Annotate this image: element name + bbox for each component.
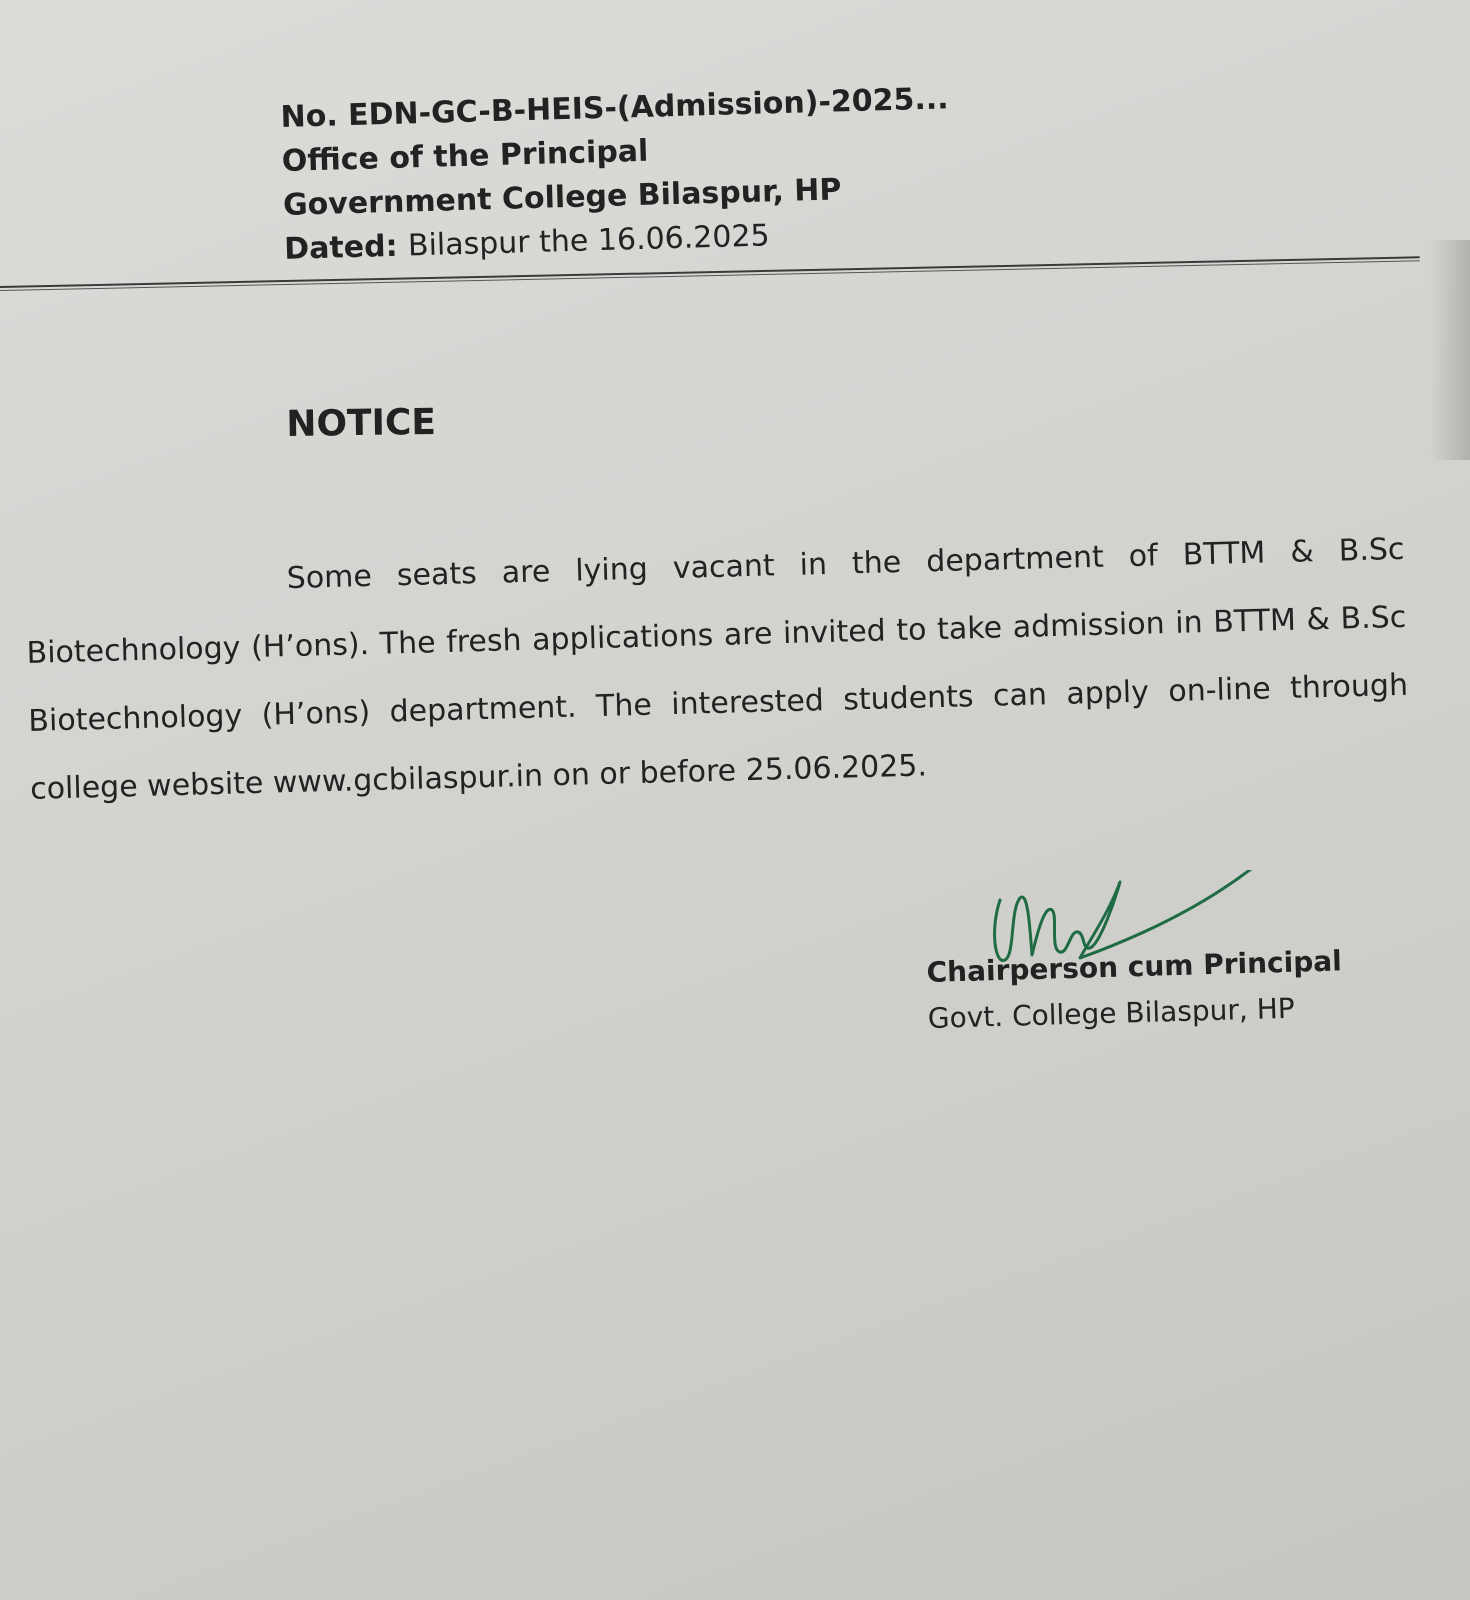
letterhead [280,68,1285,272]
signatory-title: Chairperson cum Principal [926,944,1343,989]
dated-label: Dated: [283,228,399,267]
notice-body-paragraph: Some seats are lying vacant in the department of BTTM & B.Sc Biotechnology (H’ons). The fresh applications are invited to take admission in BTTM & B.Sc Biotechnology (H’ons) department. The interested students can apply on-line through college website www.gcbilaspur.in on or before 25.06.2025. [26,531,1409,807]
notice-body [24,516,1411,824]
signatory-organization: Govt. College Bilaspur, HP [927,991,1296,1035]
reference-number: No. EDN-GC-B-HEIS-(Admission)-2025... [280,81,950,135]
notice-title: NOTICE [286,401,437,445]
header-divider [0,256,1420,291]
college-name: Government College Bilaspur, HP [282,172,842,223]
signature-block [926,938,1348,1042]
office-name: Office of the Principal [281,133,649,179]
dated-value: Bilaspur the 16.06.2025 [407,218,771,264]
